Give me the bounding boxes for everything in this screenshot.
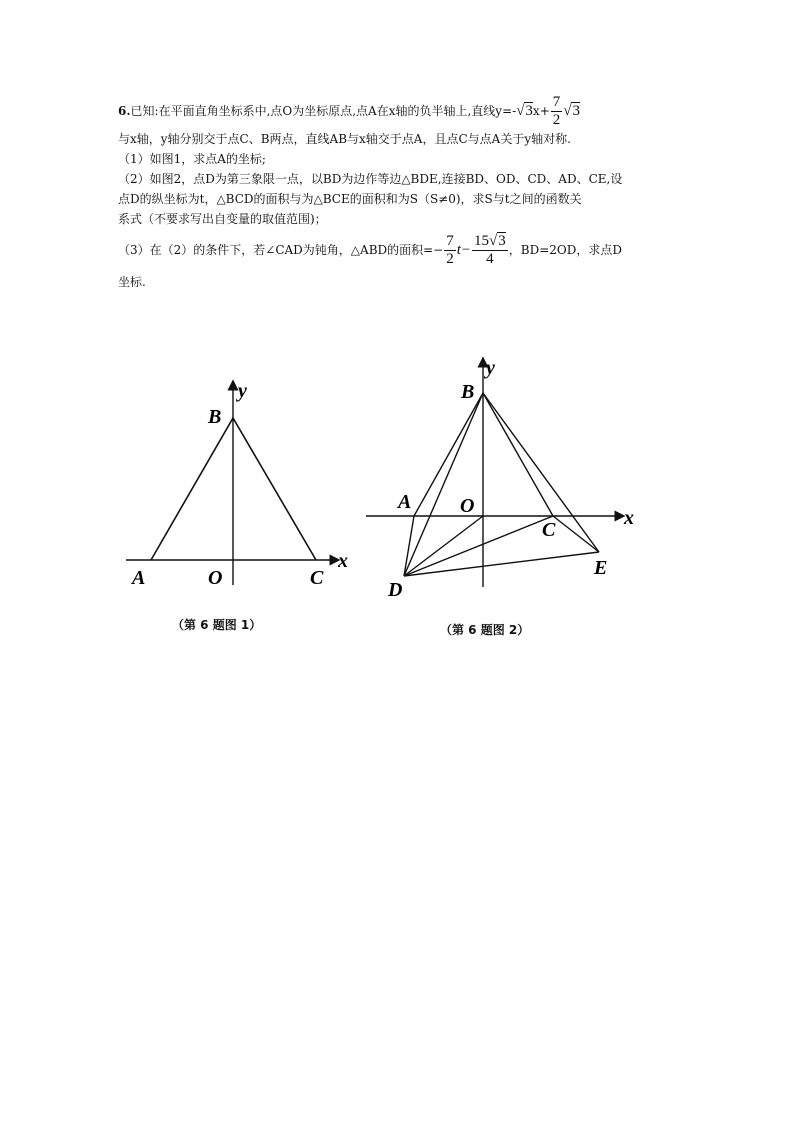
part-3-text-b: ，BD=2OD，求点D bbox=[508, 243, 622, 257]
sqrt-3: √3 bbox=[516, 103, 533, 119]
fig2-label-c: C bbox=[542, 519, 556, 541]
fraction-7-2-part3: $\frac{7}{2}$ bbox=[446, 233, 454, 267]
fig2-label-d: D bbox=[388, 579, 403, 601]
problem-text-1a: 已知:在平面直角坐标系中,点O为坐标原点,点A在x轴的负半轴上,直线y=- bbox=[130, 104, 517, 118]
figure-1-caption: （第 6 题图 1） bbox=[172, 618, 262, 632]
problem-part-1: （1）如图1，求点A的坐标; bbox=[118, 152, 266, 166]
problem-line-1 bbox=[118, 94, 698, 129]
fig2-label-e: E bbox=[594, 557, 608, 579]
problem-part-2c: 系式（不要求写出自变量的取值范围)； bbox=[118, 212, 327, 226]
fig2-label-b: B bbox=[461, 381, 475, 403]
figure-1 bbox=[120, 375, 370, 595]
problem-line-2: 与x轴，y轴分别交于点C、B两点，直线AB与x轴交于点A，且点C与点A关于y轴对称. bbox=[118, 132, 571, 146]
fig1-label-c: C bbox=[310, 567, 324, 589]
fraction-15sqrt3-4: $\frac{15√3}{4}$ bbox=[474, 233, 506, 267]
problem-part-3a bbox=[118, 233, 698, 268]
fig2-label-o: O bbox=[460, 495, 475, 517]
fig1-label-o: O bbox=[208, 567, 223, 589]
var-t: t bbox=[456, 242, 461, 258]
fig2-label-x: x bbox=[624, 507, 634, 529]
fig2-segment-ad bbox=[404, 516, 414, 576]
figure-2 bbox=[362, 352, 652, 602]
fig1-label-y: y bbox=[238, 380, 247, 402]
part-3-text: （3）在（2）的条件下，若∠CAD为钝角，△ABD的面积=− bbox=[118, 243, 444, 257]
fig2-label-a: A bbox=[398, 491, 412, 513]
problem-statement bbox=[118, 94, 698, 292]
sqrt-3-b: √3 bbox=[563, 103, 580, 119]
fig2-label-y: y bbox=[486, 357, 495, 379]
problem-part-2b: 点D的纵坐标为t，△BCD的面积与为△BCE的面积和为S（S≠0)，求S与t之间的函数关 bbox=[118, 192, 582, 206]
fraction-7-2: $\frac{7}{2}$ bbox=[552, 94, 561, 128]
figure-2-caption: （第 6 题图 2） bbox=[440, 623, 530, 637]
problem-text-1b: x+ bbox=[532, 104, 550, 118]
minus-sign: − bbox=[460, 242, 472, 258]
fig1-label-x: x bbox=[338, 550, 348, 572]
problem-part-3c: 坐标. bbox=[118, 275, 146, 289]
problem-part-2a: （2）如图2，点D为第三象限一点，以BD为边作等边△BDE,连接BD、OD、CD、AD、CE,设 bbox=[118, 172, 623, 186]
fig2-segment-bc bbox=[483, 393, 553, 516]
fig1-label-b: B bbox=[208, 406, 222, 428]
fig1-label-a: A bbox=[132, 567, 146, 589]
problem-number: 6. bbox=[118, 104, 131, 118]
fig2-segment-be bbox=[483, 393, 599, 552]
fig2-segment-od bbox=[404, 516, 483, 576]
